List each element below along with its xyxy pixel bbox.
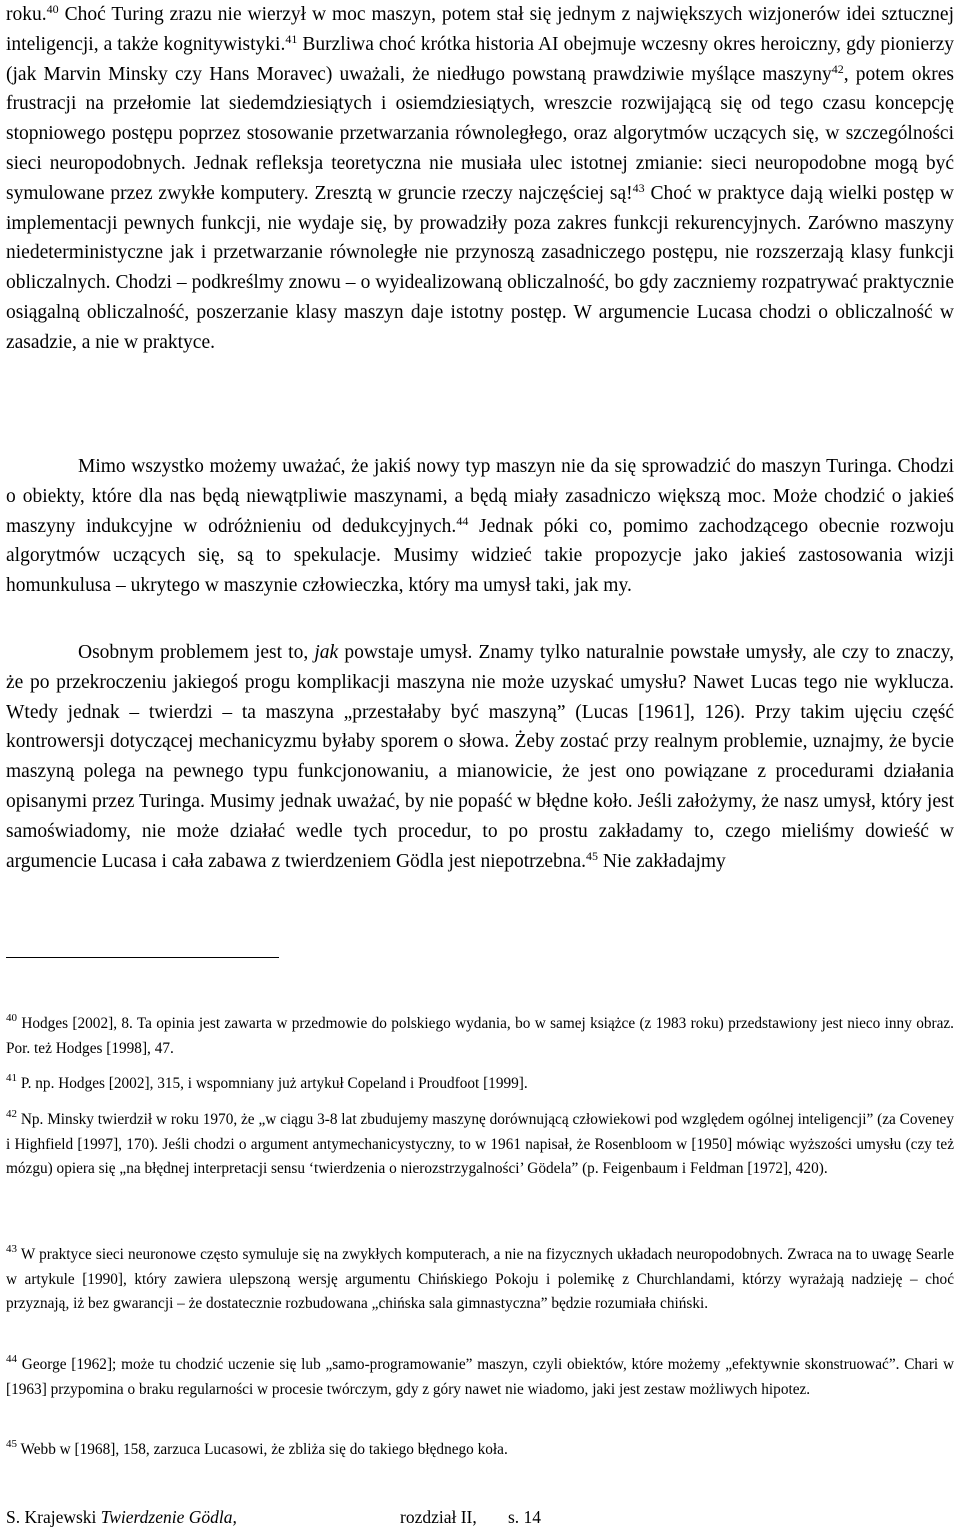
footer-page-number: s. 14	[508, 1507, 542, 1527]
footnote-ref-42[interactable]: 42	[831, 61, 844, 76]
emphasis: jak	[314, 642, 339, 663]
footnote-text: Hodges [2002], 8. Ta opinia jest zawarta w przedmowie do polskiego wydania, bo w samej książce (z 1983 roku) przedstawiony jest nieco inny obraz. Por. też Hodges [1998], 47.	[6, 1015, 954, 1057]
body-paragraph-3	[6, 638, 954, 876]
text-run: , potem okres frustracji na przełomie lat siedemdziesiątych i osiemdziesiątych, wreszcie rozwijającą się od tego czasu koncepcję stopniowego postępu poprzez stosowanie przetwarzania równoległego, oraz algorytmów uczących się, w szczególności sieci neuropodobnych. Jednak refleksja teoretyczna nie musiała ulec istotnej zmianie: sieci neuropodobne mogą być symulowane przez zwykłe komputery. Zresztą w gruncie rzeczy najczęściej są!	[6, 63, 954, 204]
footnote-ref-41[interactable]: 41	[285, 31, 298, 46]
footnote-40	[6, 1012, 954, 1061]
footnote-41	[6, 1072, 954, 1097]
footnote-42	[6, 1108, 954, 1182]
footnote-text: W praktyce sieci neuronowe często symuluje się na zwykłych komputerach, a nie na fizycznych układach neuropodobnych. Zwraca na to uwagę Searle w artykule [1990], który zawiera ulepszoną wersję argumentu Chińskiego Pokoju i polemikę z Churchlandami, którzy wyrażają nadzieję – choć przyznają, iż bez gwarancji – że dostatecznie rozbudowana „chińska sala gimnastyczna” będzie rozumiała chiński.	[6, 1246, 954, 1312]
footer-author: S. Krajewski	[6, 1507, 101, 1527]
footnote-number: 40	[6, 1012, 17, 1024]
footnote-44	[6, 1353, 954, 1402]
footnote-ref-40[interactable]: 40	[46, 2, 59, 16]
footnote-text: Np. Minsky twierdził w roku 1970, że „w ciągu 3-8 lat zbudujemy maszynę dorównującą człowiekowi pod względem ogólnej inteligencji” (za Coveney i Highfield [1997], 170). Jeśli chodzi o argument antymechanicystyczny, to w 1961 napisał, że Rosenbloom w [1950] mówiąc wyższości umysłu (czy też mózgu) opiera się „na błędnej interpretacji sensu ‘twierdzenia o nierozstrzygalności’ Gödela” (p. Feigenbaum i Feldman [1972], 420).	[6, 1111, 954, 1177]
footnote-separator	[6, 957, 279, 958]
text-run: Osobnym problemem jest to,	[78, 642, 315, 663]
footnote-text: P. np. Hodges [2002], 315, i wspomniany już artykuł Copeland i Proudfoot [1999].	[17, 1075, 528, 1092]
footnote-ref-44[interactable]: 44	[456, 513, 469, 528]
footnote-43	[6, 1243, 954, 1317]
footnote-text: Webb w [1968], 158, zarzuca Lucasowi, że zbliża się do takiego błędnego koła.	[17, 1441, 508, 1458]
footer-chapter: rozdział II,	[400, 1507, 477, 1527]
footnote-number: 44	[6, 1353, 17, 1365]
footer-book-title: Twierdzenie Gödla,	[100, 1507, 237, 1527]
footnote-number: 45	[6, 1438, 17, 1450]
footnote-number: 42	[6, 1108, 17, 1120]
text-run: powstaje umysł. Znamy tylko naturalnie powstałe umysły, ale czy to znaczy, że po przekroczeniu jakiegoś progu komplikacji maszyna nie może uzyskać umysłu? Nawet Lucas tego nie wyklucza. Wtedy jednak – twierdzi – ta maszyna „przestałaby być maszyną” (Lucas [1961], 126). Przy takim ujęciu część kontrowersji dotyczącej mechanicyzmu byłaby sporem o słowa. Żeby zostać przy realnym problemie, uznajmy, że bycie maszyną polega na pewnego typu funkcjonowaniu, a mianowicie, że jest ono powiązane z procedurami działania opisanymi przez Turinga. Musimy jednak uważać, by nie popaść w błędne koło. Jeśli założymy, że nasz umysł, który jest samoświadomy, nie może działać wedle tych procedur, to po prostu zakładamy to, czego mieliśmy dowieść w argumencie Lucasa i cała zabawa z twierdzeniem Gödla jest niepotrzebna.	[6, 642, 954, 872]
text-run: roku.	[6, 4, 47, 25]
footnote-ref-45[interactable]: 45	[586, 848, 599, 863]
body-paragraph-2	[6, 452, 954, 601]
page-footer	[6, 1505, 954, 1529]
footnote-text: George [1962]; może tu chodzić uczenie się lub „samo-programowanie” maszyn, czyli obiektów, które możemy „efektywnie skonstruować”. Chari w [1963] przypomina o braku regularności w procesie twórczym, gdy z góry nawet nie wiadomo, jaki jest zestaw możliwych hipotez.	[6, 1356, 954, 1398]
footnote-number: 43	[6, 1243, 17, 1255]
text-run: Nie zakładajmy	[598, 850, 726, 872]
footnote-45	[6, 1438, 954, 1463]
body-paragraph-1	[6, 0, 954, 358]
text-run: Jednak póki co, pomimo zachodzącego obecnie rozwoju algorytmów uczących się, są to spekulacje. Musimy widzieć takie propozycje jako jakieś zastosowania wizji homunkulusa – ukrytego w maszynie człowieczka, który ma umysł taki, jak my.	[6, 515, 954, 597]
text-run: Choć Turing zrazu nie wierzył w moc maszyn, potem stał się jednym z największych wizjonerów idei sztucznej inteligencji, a także kognitywistyki.	[6, 4, 954, 55]
text-run: Mimo wszystko możemy uważać, że jakiś nowy typ maszyn nie da się sprowadzić do maszyn Turinga. Chodzi o obiekty, które dla nas będą niewątpliwie maszynami, a będą miały zasadniczo większą moc. Może chodzić o jakieś maszyny indukcyjne w odróżnieniu od dedukcyjnych.	[6, 456, 954, 537]
footnote-number: 41	[6, 1072, 17, 1084]
text-run: Choć w praktyce dają wielki postęp w implementacji pewnych funkcji, nie wydaje się, by prowadziły poza zakres funkcji rekurencyjnych. Zarówno maszyny niedeterministyczne jak i przetwarzanie równoległe nie przynoszą zasadniczego postępu, nie rozszerzają klasy funkcji obliczalnych. Chodzi – podkreślmy znowu – o wyidealizowaną obliczalność, bo gdy zaczniemy rozpatrywać praktycznie osiągalną obliczalność, poszerzanie klasy maszyn daje istotny postęp. W argumencie Lucasa chodzi o obliczalność w zasadzie, a nie w praktyce.	[6, 182, 954, 353]
text-run: Burzliwa choć krótka historia AI obejmuje wczesny okres heroiczny, gdy pionierzy (jak Marvin Minsky czy Hans Moravec) uważali, że niedługo powstaną prawdziwie myślące maszyny	[6, 33, 954, 85]
footnote-ref-43[interactable]: 43	[632, 180, 645, 195]
